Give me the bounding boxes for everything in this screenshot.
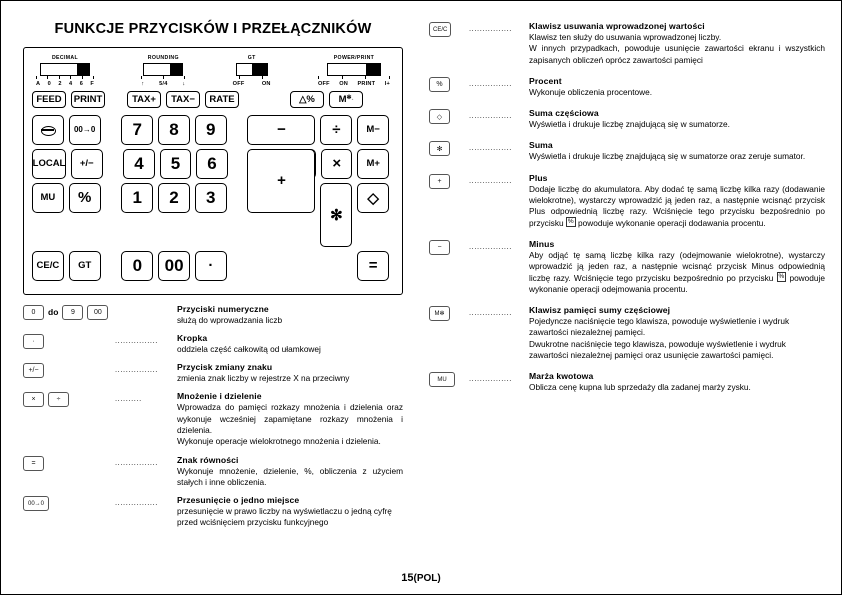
rounding-switch-labels xyxy=(141,81,185,87)
legend-title-numeric: Przyciski numeryczne xyxy=(177,303,269,314)
power-print-switch-track xyxy=(328,64,366,75)
legend-text-multiply-divide xyxy=(177,391,403,447)
legend-title-clear: Klawisz usuwania wprowadzonej wartości xyxy=(529,21,705,31)
keypad-row-4 xyxy=(32,251,394,281)
keypad-row-1 xyxy=(32,115,394,145)
decimal-switch-ticks xyxy=(36,76,94,80)
legend-item-plus xyxy=(429,173,825,229)
legend-key-diamond[interactable]: ◇ xyxy=(429,109,450,124)
key-memory-plus[interactable]: M+ xyxy=(357,149,389,179)
legend-dots-clear: ................ xyxy=(469,24,512,33)
calculator-diagram xyxy=(23,47,403,295)
legend-item-shift xyxy=(23,495,403,529)
key-memory-minus[interactable]: M− xyxy=(357,115,389,145)
legend-body-plus-part2: powoduje wykonanie operacji dodawania procentu. xyxy=(577,217,766,228)
legend-dots-plus: ................ xyxy=(469,175,512,185)
power-print-switch-label: POWER/PRINT xyxy=(333,55,375,61)
rounding-opt-up: ↑ xyxy=(141,80,145,87)
legend-text-memory-subtotal xyxy=(529,305,825,361)
legend-body-minus-part1: Aby odjąć tę samą liczbę kilka razy (odejmowanie wielokrotne), wystarczy wprowadzić ją jeden raz, a następnie wcisnąć przycisk Minus odpowiednią liczbę razy. Wciśnięcie tego przycisku bezpośrednio po przycisku xyxy=(529,249,825,283)
keypad-gap-6 xyxy=(233,149,249,179)
power-opt-on: ON xyxy=(339,80,349,87)
rounding-switch-ticks xyxy=(141,76,185,80)
gt-switch-labels xyxy=(233,81,271,87)
key-6[interactable]: 6 xyxy=(196,149,228,179)
page-footer xyxy=(1,572,841,584)
left-legend-list xyxy=(23,304,403,529)
key-shift-digit[interactable]: 00→0 xyxy=(69,115,101,145)
rounding-switch-track xyxy=(144,64,169,75)
key-3[interactable]: 3 xyxy=(195,183,227,213)
key-divide[interactable]: ÷ xyxy=(320,115,352,145)
gt-switch-label: GT xyxy=(247,55,256,61)
legend-keys-equals xyxy=(23,455,115,489)
page-language: (POL) xyxy=(413,573,441,584)
keypad-spacer-plus xyxy=(248,251,316,281)
key-sign-change[interactable]: +/− xyxy=(71,149,103,179)
decimal-opt-6: 6 xyxy=(79,80,83,87)
page-number: 15 xyxy=(401,572,414,584)
legend-text-numeric xyxy=(177,304,403,326)
legend-body2-clear: W innych przypadkach, powoduje usunięcie zawartości ekranu i wszystkich zapisanych obliczeń oprócz zawartości pamięci xyxy=(529,43,825,65)
key-markup[interactable]: MU xyxy=(32,183,64,213)
legend-key-00[interactable]: 00 xyxy=(87,305,108,320)
legend-item-dot xyxy=(23,333,403,355)
key-multiply[interactable]: × xyxy=(321,149,353,179)
legend-body-plus xyxy=(529,184,825,229)
rounding-switch-body[interactable] xyxy=(143,63,183,76)
power-print-switch-ticks xyxy=(318,76,390,80)
legend-text-total xyxy=(529,140,825,162)
keypad-row-function xyxy=(32,91,394,108)
legend-key-equals[interactable]: = xyxy=(23,456,44,471)
keypad-row-3 xyxy=(32,172,394,247)
legend-keys-dot xyxy=(23,333,115,355)
key-rate[interactable]: RATE xyxy=(205,91,239,108)
key-local[interactable]: LOCAL xyxy=(32,149,66,179)
legend-item-sign xyxy=(23,362,403,384)
gt-switch-ticks xyxy=(233,76,271,80)
decimal-opt-f: F xyxy=(90,80,94,87)
legend-title-markup: Marża kwotowa xyxy=(529,371,594,382)
key-1[interactable]: 1 xyxy=(121,183,153,213)
keypad-gap-7 xyxy=(106,183,122,247)
key-memory-star[interactable]: M $✻_◦$ xyxy=(329,91,363,108)
decimal-switch-label: DECIMAL xyxy=(51,55,79,61)
rounding-switch-label: ROUNDING xyxy=(147,55,179,61)
legend-keys-numeric xyxy=(23,304,115,326)
power-opt-print: PRINT xyxy=(357,80,376,87)
keypad-gap-8 xyxy=(232,183,248,247)
legend-word-do: do xyxy=(48,306,59,317)
legend-body-plus-part1: Dodaje liczbę do akumulatora. Aby dodać tę samą liczbę kilka razy (dodawanie wielokrotne), wystarczy wprowadzić ją jeden raz, a następnie wcisnąć przycisk Plus odpowiednią liczbę razy. Wciśnięcie tego przycisku bezpośrednio po przycisku xyxy=(529,183,825,228)
legend-text-shift xyxy=(177,495,403,529)
decimal-switch-labels xyxy=(36,81,94,87)
legend-body2-multiply-divide: Wykonuje operacje wielokrotnego mnożenia i dzielenia. xyxy=(177,436,381,447)
legend-key-minus[interactable]: − xyxy=(429,240,450,255)
key-00[interactable]: 00 xyxy=(158,251,190,281)
power-opt-iplus: I+ xyxy=(384,80,390,87)
gt-opt-off: OFF xyxy=(232,80,245,87)
keypad-spacer-star xyxy=(321,251,353,281)
legend-dots-memory-subtotal: ................ xyxy=(469,308,512,318)
legend-keys-markup xyxy=(429,371,469,393)
legend-body-total: Wyświetla i drukuje liczbę znajdującą się w sumatorze oraz zeruje sumator. xyxy=(529,151,806,162)
legend-body-clear: Klawisz ten służy do usuwania wprowadzonej liczby. xyxy=(529,32,722,42)
legend-title-percent: Procent xyxy=(529,75,562,86)
legend-text-sign xyxy=(177,362,403,384)
legend-item-total xyxy=(429,140,825,162)
legend-body-sign: zmienia znak liczby w rejestrze X na przeciwny xyxy=(177,373,350,384)
key-equals[interactable]: = xyxy=(357,251,389,281)
legend-item-percent xyxy=(429,76,825,98)
legend-item-numeric xyxy=(23,304,403,326)
gt-switch-track xyxy=(237,64,252,75)
decimal-switch-track xyxy=(41,64,77,75)
key-minus[interactable]: − xyxy=(247,115,315,145)
legend-title-multiply-divide: Mnożenie i dzielenie xyxy=(177,391,262,402)
key-7[interactable]: 7 xyxy=(121,115,153,145)
legend-dots-total: ................ xyxy=(469,143,512,153)
legend-dots-multiply-divide: .......... xyxy=(115,394,142,404)
legend-title-total: Suma xyxy=(529,140,553,151)
legend-key-plus[interactable]: + xyxy=(429,174,450,189)
rounding-opt-54: 5/4 xyxy=(159,80,168,87)
keypad-gap-4 xyxy=(232,115,248,145)
legend-body-minus-part2: powoduje wykonanie operacji odejmowania procentu. xyxy=(529,272,825,294)
keypad-gap-5 xyxy=(108,149,124,179)
legend-body-subtotal: Wyświetla i drukuje liczbę znajdującą się w sumatorze. xyxy=(529,119,730,130)
decimal-switch-knob[interactable] xyxy=(77,64,89,75)
key-tax-plus[interactable]: TAX+ xyxy=(127,91,161,108)
legend-dots-markup: ................ xyxy=(469,374,512,384)
key-diamond[interactable]: ◇ xyxy=(357,183,389,213)
legend-key-sign[interactable]: +/− xyxy=(23,363,44,378)
legend-item-clear xyxy=(429,21,825,66)
legend-title-sign: Przycisk zmiany znaku xyxy=(177,362,273,373)
legend-keys-total xyxy=(429,140,469,162)
legend-keys-shift xyxy=(23,495,115,529)
legend-title-equals: Znak równości xyxy=(177,454,239,465)
legend-keys-memory-subtotal xyxy=(429,305,469,361)
key-tax-minus[interactable]: TAX− xyxy=(166,91,200,108)
legend-item-multiply-divide xyxy=(23,391,403,447)
legend-text-clear xyxy=(529,21,825,66)
keypad-gap-3 xyxy=(106,115,122,145)
key-print[interactable]: PRINT xyxy=(71,91,105,108)
key-plus[interactable]: + xyxy=(247,149,315,213)
power-print-switch-body[interactable] xyxy=(327,63,381,76)
decimal-opt-4: 4 xyxy=(69,80,73,87)
paper-feed-icon xyxy=(41,126,54,134)
key-4[interactable]: 4 xyxy=(123,149,155,179)
key-delta-percent[interactable]: △% xyxy=(290,91,324,108)
legend-key-dot[interactable]: · xyxy=(23,334,44,349)
keypad-gap-9 xyxy=(106,251,122,281)
legend-dots-minus: ................ xyxy=(469,241,512,251)
legend-text-subtotal xyxy=(529,108,825,130)
key-0[interactable]: 0 xyxy=(121,251,153,281)
legend-body-dot: oddziela część całkowitą od ułamkowej xyxy=(177,343,321,354)
switch-row xyxy=(32,55,394,91)
legend-body-shift: przesunięcie w prawo liczby na wyświetlaczu o jedną cyfrę przed wciśnięciem przycisku funkcyjnego xyxy=(177,506,392,528)
keypad-gap xyxy=(110,91,127,108)
power-print-switch-labels xyxy=(318,81,390,87)
gt-switch-knob[interactable] xyxy=(252,64,267,75)
key-5[interactable]: 5 xyxy=(160,149,192,179)
legend-keys-multiply-divide xyxy=(23,391,115,447)
legend-body-numeric: służą do wprowadzania liczb xyxy=(177,314,283,325)
legend-item-markup xyxy=(429,371,825,393)
legend-title-subtotal: Suma częściowa xyxy=(529,108,599,119)
legend-inline-percent-icon: % xyxy=(567,218,574,226)
legend-key-mu[interactable]: MU xyxy=(429,372,455,387)
legend-dots-percent: ................ xyxy=(469,78,512,88)
rounding-opt-down: ↓ xyxy=(182,80,186,87)
legend-text-equals xyxy=(177,455,403,489)
power-opt-off: OFF xyxy=(317,80,330,87)
legend-key-memory-star[interactable]: M✻ xyxy=(429,306,450,321)
legend-key-divide[interactable]: ÷ xyxy=(48,392,69,407)
right-legend-list xyxy=(429,21,825,394)
left-column xyxy=(1,1,421,594)
legend-dots-shift: ................ xyxy=(115,498,158,508)
legend-text-minus xyxy=(529,239,825,295)
legend-key-0[interactable]: 0 xyxy=(23,305,44,320)
legend-body-minus xyxy=(529,250,825,295)
legend-item-equals xyxy=(23,455,403,489)
key-feed[interactable]: FEED xyxy=(32,91,66,108)
keypad-row-2 xyxy=(32,149,394,179)
legend-dots-equals: ................ xyxy=(115,457,158,467)
decimal-opt-a: A xyxy=(36,80,41,87)
keypad-gap-2 xyxy=(244,91,290,108)
rounding-switch[interactable] xyxy=(141,55,185,87)
legend-key-percent[interactable]: % xyxy=(429,77,450,92)
legend-key-9[interactable]: 9 xyxy=(62,305,83,320)
power-print-switch[interactable] xyxy=(318,55,390,87)
rounding-switch-knob[interactable] xyxy=(170,64,183,75)
memory-star-glyph: $✻_◦$ xyxy=(346,95,354,104)
legend-keys-plus xyxy=(429,173,469,229)
key-paper-feed[interactable] xyxy=(32,115,64,145)
legend-item-minus xyxy=(429,239,825,295)
legend-title-memory-subtotal: Klawisz pamięci sumy częściowej xyxy=(529,305,671,316)
legend-title-dot: Kropka xyxy=(177,332,208,343)
key-2[interactable]: 2 xyxy=(158,183,190,213)
key-percent[interactable]: % xyxy=(69,183,101,213)
legend-keys-subtotal xyxy=(429,108,469,130)
legend-dots-subtotal: ................ xyxy=(469,111,512,121)
gt-opt-on: ON xyxy=(261,80,271,87)
legend-body-percent: Wykonuje obliczenia procentowe. xyxy=(529,86,653,97)
legend-inline-percent-icon-2: % xyxy=(778,273,785,281)
right-column xyxy=(421,1,841,594)
legend-text-markup xyxy=(529,371,825,393)
legend-item-subtotal xyxy=(429,108,825,130)
legend-title-minus: Minus xyxy=(529,238,555,249)
legend-key-shift[interactable]: 00→0 xyxy=(23,496,49,511)
decimal-switch[interactable] xyxy=(36,55,94,87)
legend-text-dot xyxy=(177,333,403,355)
legend-title-plus: Plus xyxy=(529,172,548,183)
legend-dots-dot: ................ xyxy=(115,335,158,345)
legend-key-star[interactable]: ✻ xyxy=(429,141,450,156)
legend-dots-sign: ................ xyxy=(115,365,158,375)
legend-keys-sign xyxy=(23,362,115,384)
page-columns xyxy=(1,1,841,594)
key-clear-entry[interactable]: CE/C xyxy=(32,251,64,281)
decimal-opt-0: 0 xyxy=(47,80,51,87)
legend-keys-percent xyxy=(429,76,469,98)
legend-key-multiply[interactable]: × xyxy=(23,392,44,407)
decimal-switch-body[interactable] xyxy=(40,63,90,76)
legend-text-percent xyxy=(529,76,825,98)
legend-body-markup: Oblicza cenę kupna lub sprzedaży dla zadanej marży zysku. xyxy=(529,382,751,393)
legend-keys-minus xyxy=(429,239,469,295)
keypad xyxy=(32,91,394,281)
legend-body2-memory-subtotal: Dwukrotne naciśnięcie tego klawisza, powoduje wyświetlenie i wydruk zawartości niezależnej pamięci oraz usunięcie zawartości pamięci. xyxy=(529,338,786,361)
legend-body-multiply-divide: Wprowadza do pamięci rozkazy mnożenia i dzielenia oraz wykonuje wcześniej zapamiętane rozkazy mnożenia i dzielenia. xyxy=(177,402,403,435)
gt-switch-body[interactable] xyxy=(236,63,268,76)
legend-body-memory-subtotal: Pojedyncze naciśnięcie tego klawisza, powoduje wyświetlenie i wydruk zawartości niezależnej pamięci. xyxy=(529,316,790,338)
key-8[interactable]: 8 xyxy=(158,115,190,145)
gt-switch[interactable] xyxy=(233,55,271,87)
decimal-opt-2: 2 xyxy=(58,80,62,87)
page-title: FUNKCJE PRZYCISKÓW I PRZEŁĄCZNIKÓW xyxy=(54,21,372,37)
legend-item-memory-subtotal xyxy=(429,305,825,361)
key-9[interactable]: 9 xyxy=(195,115,227,145)
key-grand-total[interactable]: GT xyxy=(69,251,101,281)
legend-dots-numeric xyxy=(115,304,177,326)
keypad-gap-10 xyxy=(232,251,248,281)
key-decimal-point[interactable]: · xyxy=(195,251,227,281)
legend-keys-clear xyxy=(429,21,469,66)
power-print-switch-knob[interactable] xyxy=(366,64,380,75)
key-star[interactable]: ✻ xyxy=(320,183,352,247)
legend-key-cec[interactable]: CE/C xyxy=(429,22,451,37)
legend-body-equals: Wykonuje mnożenie, dzielenie, %, obliczenia z użyciem stałych i inne obliczenia. xyxy=(177,465,403,487)
legend-text-plus xyxy=(529,173,825,229)
legend-title-shift: Przesunięcie o jedno miejsce xyxy=(177,495,300,506)
